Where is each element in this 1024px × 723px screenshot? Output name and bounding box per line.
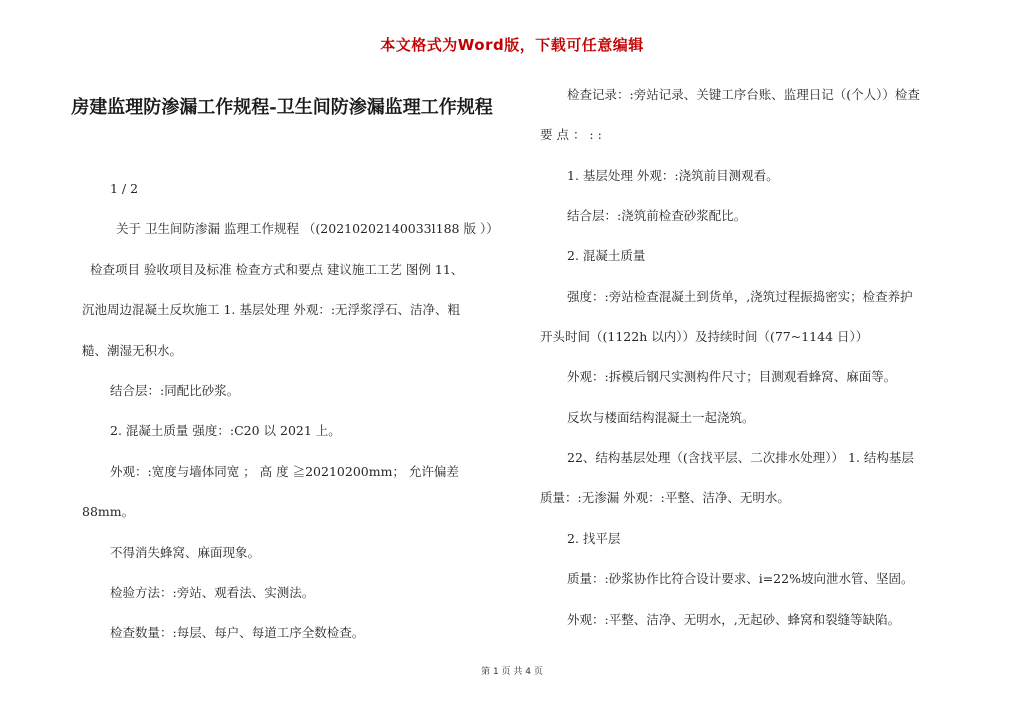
paragraph-line: 质量：:砂浆协作比符合设计要求、i=22%坡向泄水管、坚固。 bbox=[567, 571, 914, 586]
page-footer: 第 1 页 共 4 页 bbox=[481, 667, 543, 677]
paragraph-line: 22、结构基层处理（(含找平层、二次排水处理）） 1. 结构基层 bbox=[567, 450, 914, 465]
download-banner: 本文格式为Word版，下载可任意编辑 bbox=[380, 36, 644, 54]
paragraph-line: 反坎与楼面结构混凝土一起浇筑。 bbox=[567, 410, 755, 425]
paragraph-line: 2. 混凝土质量 bbox=[567, 248, 646, 263]
document-title: 房建监理防渗漏工作规程-卫生间防渗漏监理工作规程 bbox=[71, 97, 493, 118]
paragraph-line: 2. 混凝土质量 强度：:C20 以 2021 上。 bbox=[110, 423, 341, 438]
paragraph-line: 结合层：:浇筑前检查砂浆配比。 bbox=[567, 208, 747, 223]
paragraph-line: 关于 卫生间防渗漏 监理工作规程 （(20210202140033l188 版 ）） bbox=[116, 221, 499, 236]
paragraph-line: 结合层：:同配比砂浆。 bbox=[110, 383, 240, 398]
paragraph-line: 糙、潮湿无积水。 bbox=[82, 343, 183, 358]
paragraph-line: 检查数量：:每层、每户、每道工序全数检查。 bbox=[110, 625, 365, 640]
paragraph-line: 外观：:宽度与墙体同宽 ； 高 度 ≧20210200mm； 允许偏差 bbox=[110, 464, 459, 479]
paragraph-line: 要 点 ： : : bbox=[540, 127, 602, 142]
paragraph-line: 88mm。 bbox=[82, 504, 135, 519]
paragraph-line: 强度：:旁站检查混凝土到货单，,浇筑过程振捣密实；检查养护 bbox=[567, 289, 913, 304]
paragraph-line: 2. 找平层 bbox=[567, 531, 621, 546]
paragraph-line: 外观：:平整、洁净、无明水，,无起砂、蜂窝和裂缝等缺陷。 bbox=[567, 612, 901, 627]
paragraph-line: 检验方法：:旁站、观看法、实测法。 bbox=[110, 585, 315, 600]
paragraph-line: 沉池周边混凝土反坎施工 1. 基层处理 外观：:无浮浆浮石、洁净、粗 bbox=[82, 302, 461, 317]
paragraph-line: 外观：:拆模后钢尺实测构件尺寸；目测观看蜂窝、麻面等。 bbox=[567, 369, 897, 384]
paragraph-line: 1. 基层处理 外观：:浇筑前目测观看。 bbox=[567, 168, 779, 183]
paragraph-line: 不得消失蜂窝、麻面现象。 bbox=[110, 545, 261, 560]
paragraph-line: 开头时间（(1122h 以内））及持续时间（(77~1144 日）） bbox=[540, 329, 869, 344]
paragraph-line: 检查记录：:旁站记录、关键工序台账、监理日记（(个人））检查 bbox=[567, 87, 920, 102]
page-fraction: 1 / 2 bbox=[110, 181, 139, 196]
paragraph-line: 质量：:无渗漏 外观：:平整、洁净、无明水。 bbox=[540, 490, 790, 505]
paragraph-line: 检查项目 验收项目及标准 检查方式和要点 建议施工工艺 图例 11、 bbox=[90, 262, 464, 277]
